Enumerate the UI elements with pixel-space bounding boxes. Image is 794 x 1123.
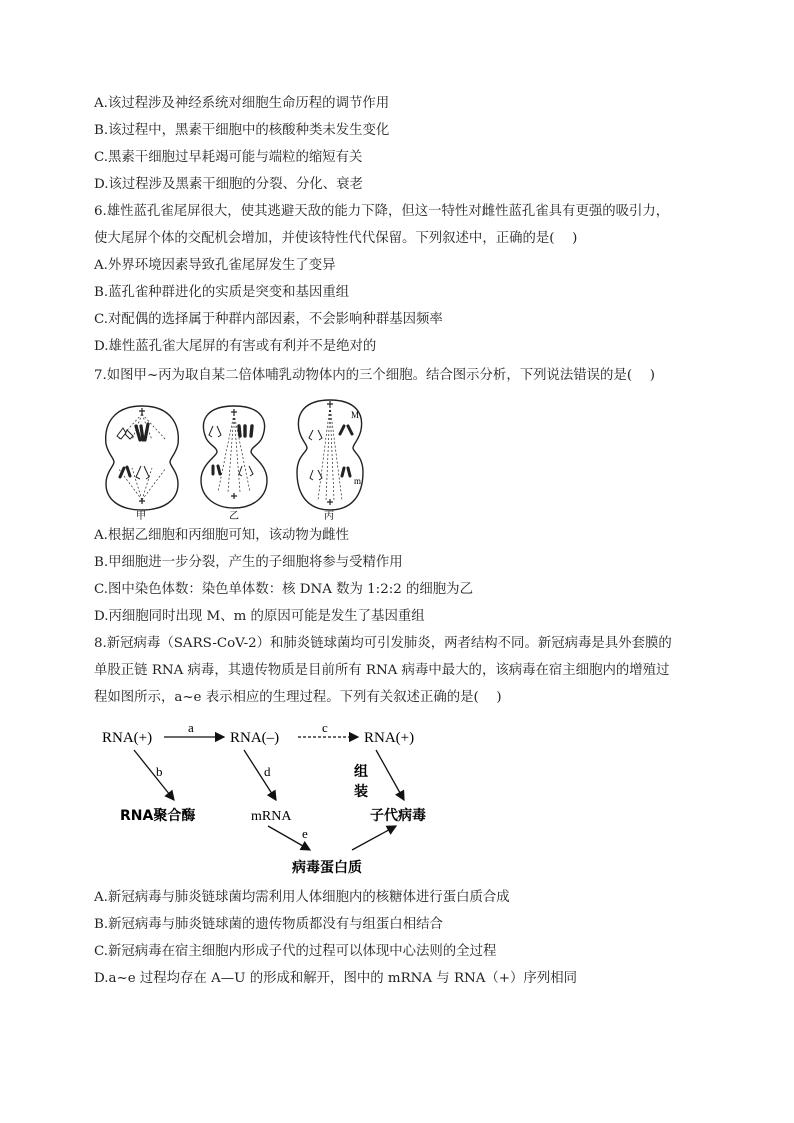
label-e: e — [302, 826, 308, 841]
gene-label-M: M — [351, 410, 360, 420]
label-d: d — [264, 764, 271, 779]
label-c: c — [322, 720, 328, 735]
arrow-protein-to-virus — [352, 826, 396, 850]
q8-stem-line1: 8.新冠病毒（SARS-CoV-2）和肺炎链球菌均可引发肺炎，两者结构不同。新冠病毒是具外套膜的 — [94, 636, 672, 651]
gene-label-m: m — [354, 476, 362, 486]
label-b: b — [156, 764, 163, 779]
cell-yi — [201, 406, 267, 508]
label-jia: 甲 — [136, 511, 146, 522]
q8-stem-line2: 单股正链 RNA 病毒，其遗传物质是目前所有 RNA 病毒中最大的，该病毒在宿主细胞内的增殖过 — [94, 663, 670, 678]
arrow-d — [244, 750, 276, 800]
cell-jia — [106, 406, 179, 510]
q7-option-b: B.甲细胞进一步分裂，产生的子细胞将参与受精作用 — [94, 555, 403, 570]
label-assemble-1: 组 — [354, 764, 368, 780]
arrow-b — [134, 750, 174, 800]
label-a: a — [188, 720, 194, 735]
q7-option-c: C.图中染色体数：染色单体数：核 DNA 数为 1:2:2 的细胞为乙 — [94, 582, 473, 597]
q5-option-a: A.该过程涉及神经系统对细胞生命历程的调节作用 — [94, 96, 390, 111]
q8-option-c: C.新冠病毒在宿主细胞内形成子代的过程可以体现中心法则的全过程 — [94, 944, 497, 959]
q7-option-d: D.丙细胞同时出现 M、m 的原因可能是发生了基因重组 — [94, 609, 425, 624]
q8-replication-diagram — [96, 716, 456, 882]
q6-option-c: C.对配偶的选择属于种群内部因素，不会影响种群基因频率 — [94, 312, 443, 327]
q5-option-c: C.黑素干细胞过早耗竭可能与端粒的缩短有关 — [94, 150, 363, 165]
arrow-assemble — [376, 750, 404, 800]
q6-option-b: B.蓝孔雀种群进化的实质是突变和基因重组 — [94, 285, 350, 300]
node-rna-plus: RNA(+) — [102, 730, 153, 746]
node-offspring-virus: 子代病毒 — [370, 808, 426, 824]
q7-cell-figure — [96, 396, 396, 522]
q5-option-d: D.该过程涉及黑素干细胞的分裂、分化、衰老 — [94, 177, 363, 192]
q6-option-a: A.外界环境因素导致孔雀尾屏发生了变异 — [94, 258, 336, 273]
label-assemble-2: 装 — [354, 784, 368, 800]
q6-stem-line2: 使大尾屏个体的交配机会增加，并使该特性代代保留。下列叙述中，正确的是( ) — [94, 231, 578, 246]
node-rna-plus-2: RNA(+) — [364, 730, 415, 746]
label-yi: 乙 — [229, 511, 239, 522]
node-rna-polymerase: RNA聚合酶 — [120, 808, 196, 824]
q8-option-d: D.a~e 过程均存在 A—U 的形成和解开，图中的 mRNA 与 RNA（+）序列相同 — [94, 971, 577, 986]
q5-option-b: B.该过程中，黑素干细胞中的核酸种类未发生变化 — [94, 123, 390, 138]
q7-stem: 7.如图甲~丙为取自某二倍体哺乳动物体内的三个细胞。结合图示分析，下列说法错误的是( ) — [94, 368, 655, 383]
node-mrna: mRNA — [251, 809, 292, 824]
q6-option-d: D.雄性蓝孔雀大尾屏的有害或有利并不是绝对的 — [94, 339, 377, 354]
label-bing: 丙 — [324, 511, 334, 522]
q7-option-a: A.根据乙细胞和丙细胞可知，该动物为雌性 — [94, 528, 349, 543]
q6-stem-line1: 6.雄性蓝孔雀尾屏很大，使其逃避天敌的能力下降，但这一特性对雌性蓝孔雀具有更强的吸引力， — [94, 204, 670, 219]
node-viral-protein: 病毒蛋白质 — [292, 860, 362, 876]
q8-option-b: B.新冠病毒与肺炎链球菌的遗传物质都没有与组蛋白相结合 — [94, 917, 443, 932]
q8-option-a: A.新冠病毒与肺炎链球菌均需利用人体细胞内的核糖体进行蛋白质合成 — [94, 890, 510, 905]
node-rna-minus: RNA(–) — [230, 730, 280, 746]
q8-stem-line3: 程如图所示，a~e 表示相应的生理过程。下列有关叙述正确的是( ) — [94, 690, 502, 705]
